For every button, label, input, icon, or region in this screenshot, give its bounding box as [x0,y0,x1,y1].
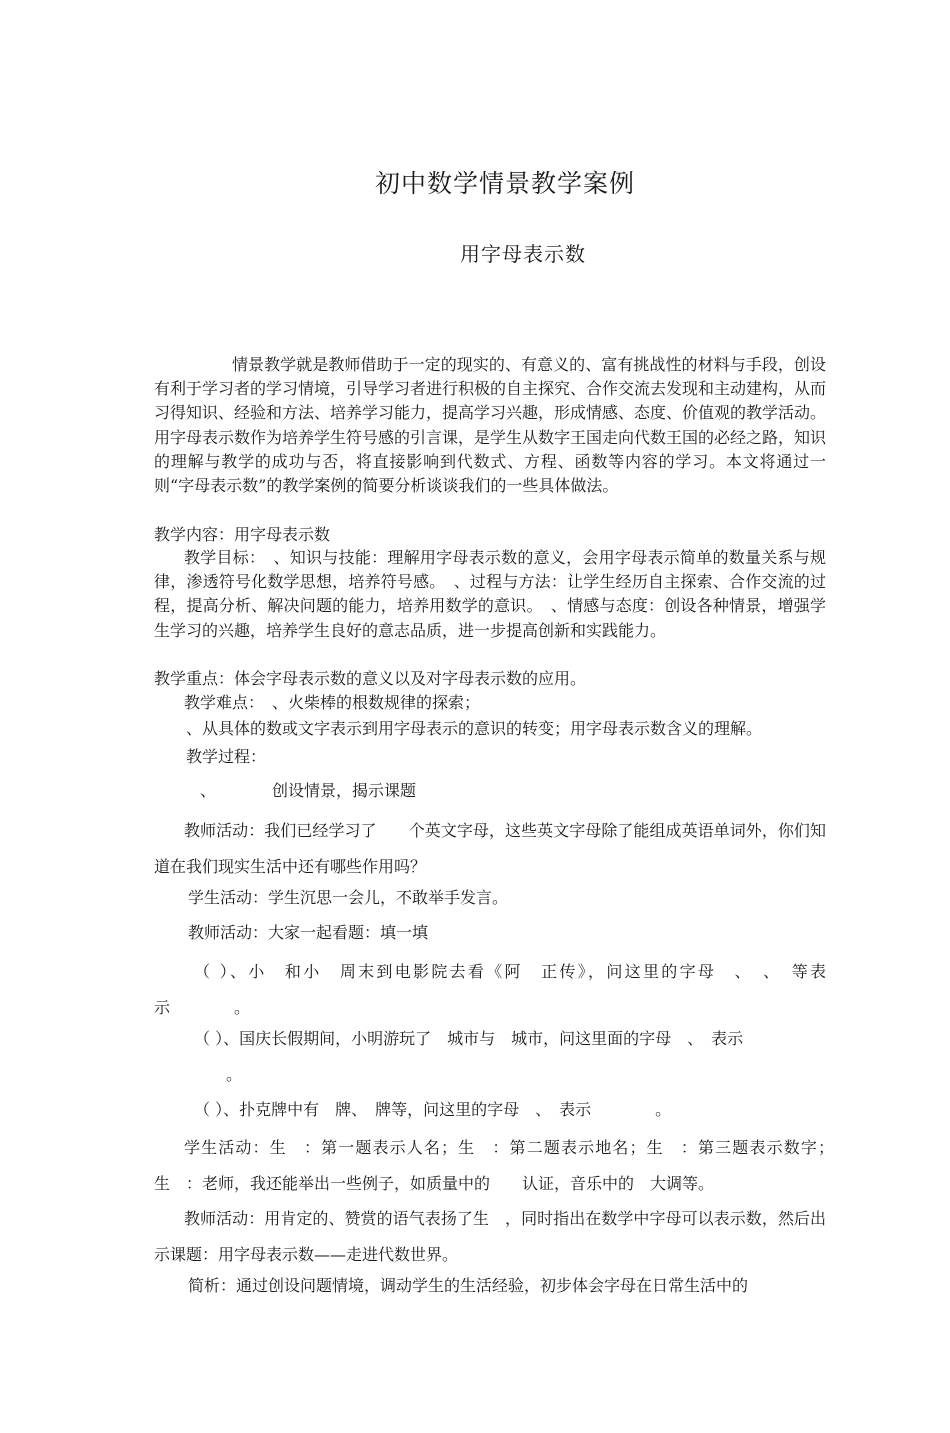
teaching-goals: 教学目标： 、知识与技能：理解用字母表示数的意义，会用字母表示简单的数量关系与规律，渗透符号化数学思想，培养符号感。 、过程与方法：让学生经历自主探索、合作交流的过程，提高分析、解决问题的能力，培养用数学的意识。 、情感与态度：创设各种情景，增强学生学习的兴趣，培养学生良好的意志品质，进一步提高创新和实践能力。 [154,548,826,640]
student-activity-2: 学生活动：生 ：第一题表示人名；生 ：第二题表示地名；生 ：第三题表示数字； 生 ：老师，我还能举出一些例子，如质量中的 认证，音乐中的 大调等。 [154,1138,843,1193]
teacher-activity-2: 教师活动：大家一起看题：填一填 [188,923,429,942]
teacher-activity-1: 教师活动：我们已经学习了 个英文字母，这些英文字母除了能组成英语单词外，你们知道在我们现实生活中还有哪些作用吗？ [154,821,826,876]
teaching-key-point: 教学重点：体会字母表示数的意义以及对字母表示数的应用。 [154,669,587,688]
intro-paragraph: 情景教学就是教师借助于一定的现实的、有意义的、富有挑战性的材料与手段，创设有利于学习者的学习情境，引导学习者进行积极的自主探究、合作交流去发现和主动建构，从而习得知识、经验和方法、培养学习能力，提高学习兴趣，形成情感、态度、价值观的教学活动。用字母表示数作为培养学生符号感的引言课，是学生从数字王国走向代数王国的必经之路，知识的理解与教学的成功与否，将直接影响到代数式、方程、函数等内容的学习。本文将通过一则“字母表示数”的教学案例的简要分析谈谈我们的一些具体做法。 [154,355,827,496]
question-3: （ ）、扑克牌中有 牌、 牌等，问这里的字母 、 表示 。 [194,1100,672,1119]
teacher-activity-3: 教师活动：用肯定的、赞赏的语气表扬了生 ，同时指出在数学中字母可以表示数，然后出示课题：用字母表示数——走进代数世界。 [154,1209,826,1264]
student-activity-1: 学生活动：学生沉思一会儿，不敢举手发言。 [188,888,509,907]
section-1-heading: 、 创设情景，揭示课题 [200,781,417,800]
teaching-process-heading: 教学过程： [186,747,267,766]
document-title: 初中数学情景教学案例 [374,169,635,198]
document-subtitle: 用字母表示数 [460,242,586,266]
teaching-difficulty-2: 、从具体的数或文字表示到用字母表示的意识的转变；用字母表示数含义的理解。 [186,719,763,738]
teaching-difficulty-1: 教学难点： 、火柴棒的根数规律的探索； [184,693,481,712]
teaching-content: 教学内容：用字母表示数 [154,525,331,544]
question-1: （ ）、小 和小 周末到电影院去看《阿 正传》，问这里的字母 、 、 等表示 。 [154,962,826,1017]
question-2-line-2: 。 [226,1065,243,1084]
question-2-line-1: （ ）、国庆长假期间，小明游玩了 城市与 城市，问这里面的字母 、 表示 [194,1029,744,1048]
analysis-paragraph: 简析：通过创设问题情境，调动学生的生活经验，初步体会字母在日常生活中的 [188,1276,749,1295]
